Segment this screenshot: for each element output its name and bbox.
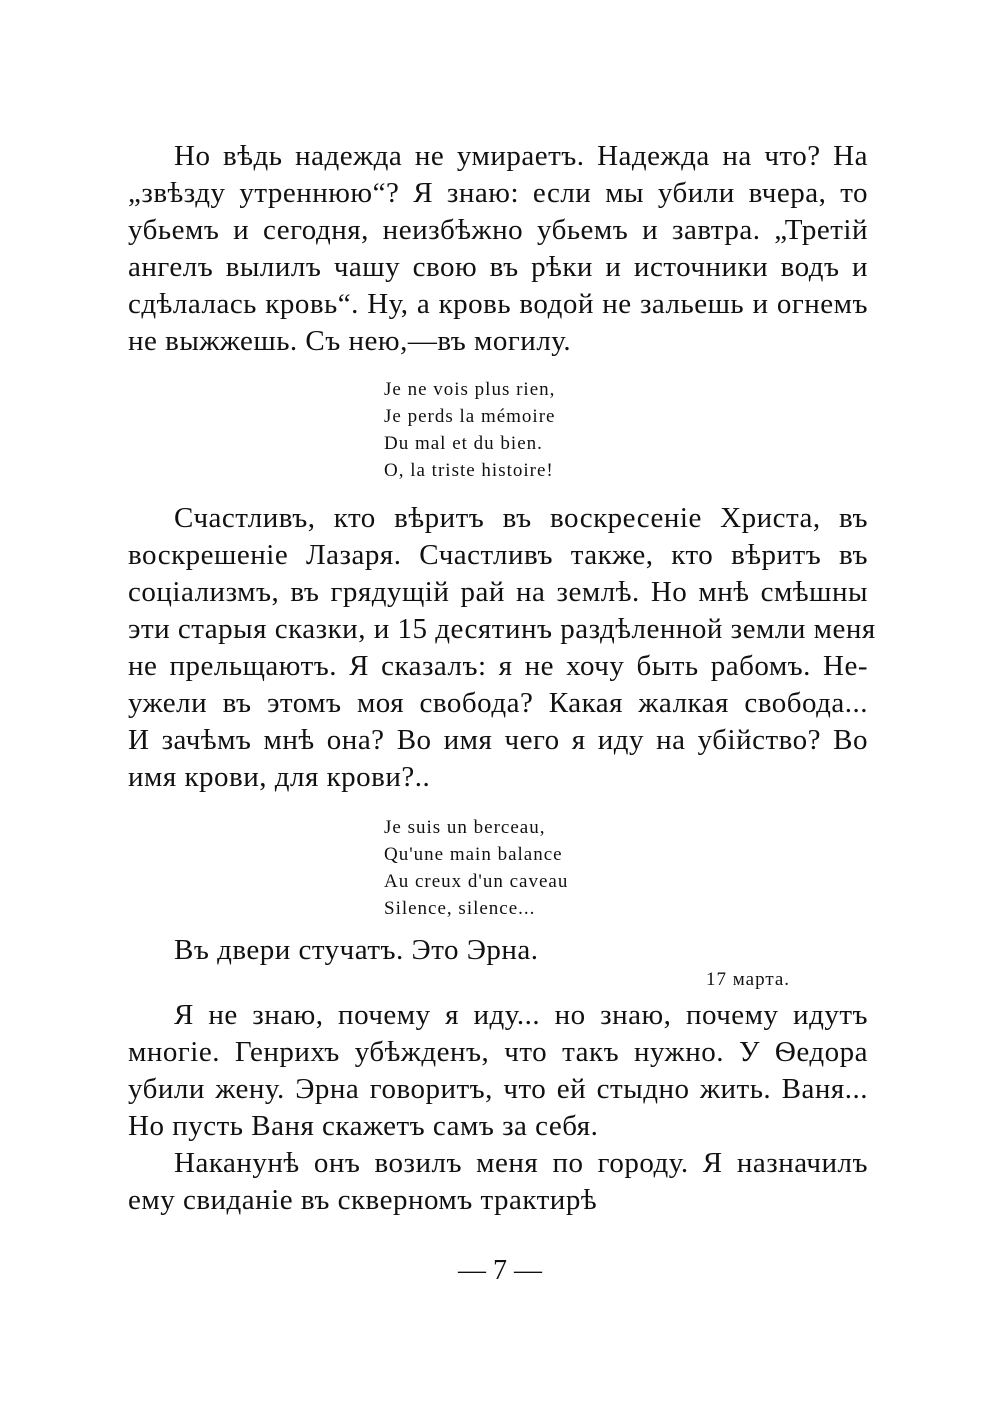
paragraph-line: Счастливъ, кто вѣритъ въ воскресеніе Христа, въ xyxy=(174,502,868,534)
paragraph-line: ангелъ вылилъ чашу свою въ рѣки и источники водъ и xyxy=(128,251,868,283)
verse-line: Je suis un berceau, xyxy=(384,817,546,838)
paragraph-line: убьемъ и сегодня, неизбѣжно убьемъ и завтра. „Третій xyxy=(128,214,868,246)
paragraph-line: эти старыя сказки, и 15 десятинъ раздѣленной земли меня xyxy=(128,613,876,645)
entry-date: 17 марта. xyxy=(706,969,791,990)
paragraph-line: ему свиданіе въ скверномъ трактирѣ xyxy=(128,1184,598,1216)
paragraph-line: Но пусть Ваня скажетъ самъ за себя. xyxy=(128,1110,599,1142)
paragraph-line: воскрешеніе Лазаря. Счастливъ также, кто вѣритъ въ xyxy=(128,539,868,571)
paragraph-line: соціализмъ, въ грядущій рай на землѣ. Но мнѣ смѣшны xyxy=(128,576,868,608)
paragraph-line: не прельщаютъ. Я сказалъ: я не хочу быть рабомъ. Не- xyxy=(128,650,868,682)
paragraph-line: Но вѣдь надежда не умираетъ. Надежда на что? На xyxy=(174,140,868,172)
verse-line: Je perds la mémoire xyxy=(384,406,556,427)
paragraph-line: „звѣзду утреннюю“? Я знаю: если мы убили вчера, то xyxy=(128,177,868,209)
paragraph-line: сдѣлалась кровь“. Ну, а кровь водой не зальешь и огнемъ xyxy=(128,288,868,320)
verse-line: Du mal et du bien. xyxy=(384,433,543,454)
verse-line: Au creux d'un caveau xyxy=(384,871,569,892)
page-number: — 7 — xyxy=(458,1255,542,1286)
paragraph-line: Наканунѣ онъ возилъ меня по городу. Я назначилъ xyxy=(174,1147,868,1179)
paragraph-line: многіе. Генрихъ убѣжденъ, что такъ нужно. У Ѳедора xyxy=(128,1036,868,1068)
verse-line: Je ne vois plus rien, xyxy=(384,379,556,400)
paragraph-line: имя крови, для крови?.. xyxy=(128,761,431,793)
verse-line: Qu'une main balance xyxy=(384,844,563,865)
paragraph-line: Я не знаю, почему я иду... но знаю, почему идутъ xyxy=(174,999,868,1031)
paragraph-line: не выжжешь. Съ нею,—въ могилу. xyxy=(128,325,572,357)
paragraph-line: ужели въ этомъ моя свобода? Какая жалкая свобода... xyxy=(128,687,868,719)
paragraph-line: И зачѣмъ мнѣ она? Во имя чего я иду на убійство? Во xyxy=(128,724,868,756)
verse-line: Silence, silence... xyxy=(384,898,536,919)
verse-line: O, la triste histoire! xyxy=(384,460,554,481)
paragraph-line: убили жену. Эрна говоритъ, что ей стыдно жить. Ваня... xyxy=(128,1073,868,1105)
paragraph-line: Въ двери стучатъ. Это Эрна. xyxy=(174,934,539,966)
